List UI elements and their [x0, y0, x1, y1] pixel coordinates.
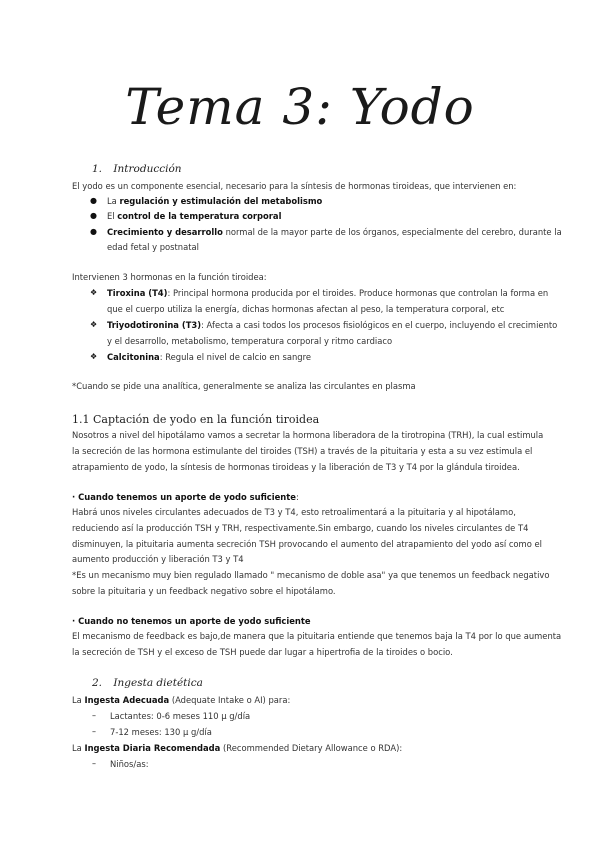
list-item: Calcitonina: Regula el nivel de calcio en sangre [107, 352, 311, 362]
paragraph-line: La Ingesta Adecuada (Adequate Intake o AI) para: [72, 695, 291, 705]
bullet-dash-icon: – [92, 711, 96, 720]
bullet-diamond-icon: ❖ [90, 320, 98, 329]
paragraph-line: La Ingesta Diaria Recomendada (Recommended Dietary Allowance o RDA): [72, 743, 403, 753]
section-number: 1. [92, 163, 103, 175]
page-title: Tema 3: Yodo [125, 78, 475, 136]
section-heading-intro [92, 163, 182, 175]
bullet-dash-icon: – [92, 727, 96, 736]
paragraph-line: reduciendo así la producción TSH y TRH, respectivamente.Sin embargo, cuando los niveles circulantes de T4 [72, 523, 529, 533]
list-item-continuation: edad fetal y postnatal [107, 242, 199, 252]
paragraph-line: disminuyen, la pituitaria aumenta secreción TSH provocando el aumento del atrapamiento del yodo así como el [72, 539, 542, 549]
bullet-diamond-icon: ❖ [90, 288, 98, 297]
note-line: *Cuando se pide una analítica, generalmente se analiza las circulantes en plasma [72, 381, 416, 391]
list-item: La regulación y estimulación del metabolismo [107, 196, 323, 206]
list-item: Lactantes: 0-6 meses 110 μ g/día [110, 711, 251, 721]
list-item-continuation: que el cuerpo utiliza la energía, dichas hormonas afectan al peso, la temperatura corporal, etc [107, 304, 505, 314]
list-item: Crecimiento y desarrollo normal de la mayor parte de los órganos, especialmente del cerebro, durante la [107, 227, 562, 237]
paragraph-line: aumento producción y liberación T3 y T4 [72, 554, 244, 564]
list-item: Tiroxina (T4): Principal hormona producida por el tiroides. Produce hormonas que controlan la forma en [107, 288, 549, 298]
section-heading-ingesta [92, 677, 203, 689]
list-item: Niños/as: [110, 759, 149, 769]
paragraph-line: Intervienen 3 hormonas en la función tiroidea: [72, 272, 267, 282]
section-title: Introducción [113, 163, 182, 175]
list-item: El control de la temperatura corporal [107, 211, 282, 221]
bullet-dot-icon: ● [90, 211, 97, 220]
bullet-diamond-icon: ❖ [90, 352, 98, 361]
paragraph-heading: · Cuando no tenemos un aporte de yodo suficiente [72, 616, 311, 626]
section-title: Ingesta dietética [113, 677, 203, 689]
paragraph-line: la secreción de TSH y el exceso de TSH puede dar lugar a hipertrofia de la tiroides o bocio. [72, 647, 453, 657]
paragraph-line: atrapamiento de yodo, la síntesis de hormonas tiroideas y la liberación de T3 y T4 por la glándula tiroidea. [72, 462, 520, 472]
paragraph-line: Nosotros a nivel del hipotálamo vamos a secretar la hormona liberadora de la tirotropina (TRH), la cual estimula [72, 430, 544, 440]
section-number: 2. [92, 677, 103, 689]
paragraph-line: El yodo es un componente esencial, necesario para la síntesis de hormonas tiroideas, que intervienen en: [72, 181, 517, 191]
paragraph-line: la secreción de las hormona estimulante del tiroides (TSH) a través de la pituitaria y esta a su vez estimula el [72, 446, 533, 456]
subsection-heading: 1.1 Captación de yodo en la función tiroidea [72, 413, 320, 426]
paragraph-line: Habrá unos niveles circulantes adecuados de T3 y T4, esto retroalimentará a la pituitaria y al hipotálamo, [72, 507, 516, 517]
list-item-continuation: y el desarrollo, metabolismo, temperatura corporal y ritmo cardiaco [107, 336, 393, 346]
list-item: Triyodotironina (T3): Afecta a casi todos los procesos fisiológicos en el cuerpo, incluyendo el crecimiento [107, 320, 558, 330]
paragraph-line: El mecanismo de feedback es bajo,de manera que la pituitaria entiende que tenemos baja la T4 por lo que aumenta [72, 631, 562, 641]
paragraph-line: sobre la pituitaria y un feedback negativo sobre el hipotálamo. [72, 586, 336, 596]
bullet-dash-icon: – [92, 759, 96, 768]
bullet-dot-icon: ● [90, 196, 97, 205]
list-item: 7-12 meses: 130 μ g/día [110, 727, 212, 737]
bullet-dot-icon: ● [90, 227, 97, 236]
paragraph-heading: · Cuando tenemos un aporte de yodo suficiente: [72, 492, 299, 502]
paragraph-line: *Es un mecanismo muy bien regulado llamado " mecanismo de doble asa" ya que tenemos un feedback negativo [72, 570, 550, 580]
